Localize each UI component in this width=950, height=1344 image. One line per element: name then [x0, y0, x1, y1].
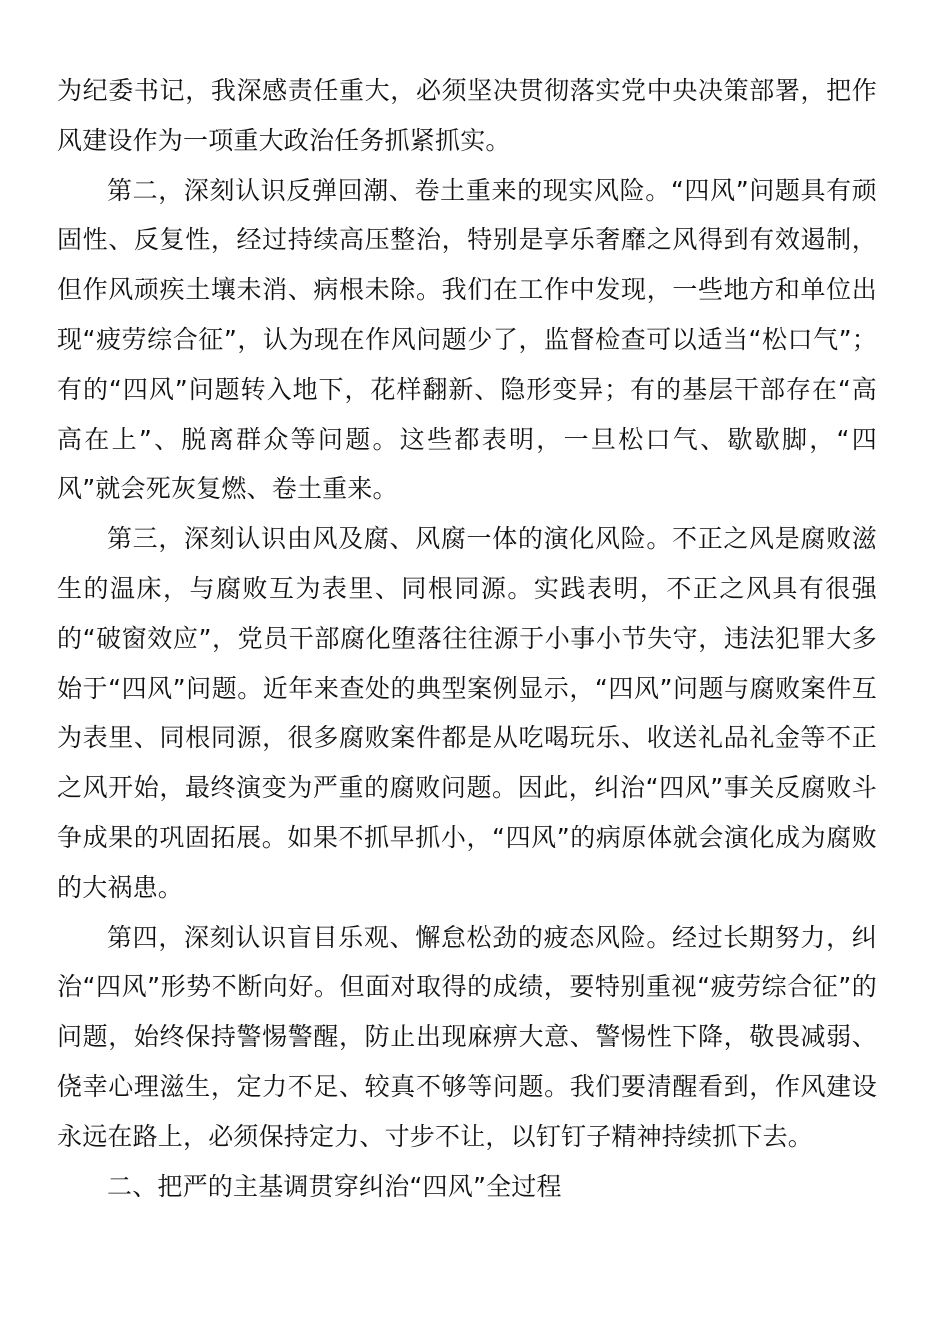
- section-heading-2: 二、把严的主基调贯穿纠治“四风”全过程: [107, 1171, 562, 1201]
- document-page: [57, 66, 877, 1211]
- paragraph-3: 第三，深刻认识由风及腐、风腐一体的演化风险。不正之风是腐败滋生的温床，与腐败互为表里、同根同源。实践表明，不正之风具有很强的“破窗效应”，党员干部腐化堕落往往源于小事小节失守，违法犯罪大多始于“四风”问题。近年来查处的典型案例显示，“四风”问题与腐败案件互为表里、同根同源，很多腐败案件都是从吃喝玩乐、收送礼品礼金等不正之风开始，最终演变为严重的腐败问题。因此，纠治“四风”事关反腐败斗争成果的巩固拓展。如果不抓早抓小，“四风”的病原体就会演化成为腐败的大祸患。: [57, 524, 877, 902]
- paragraph-2: 第二，深刻认识反弹回潮、卷土重来的现实风险。“四风”问题具有顽固性、反复性，经过持续高压整治，特别是享乐奢靡之风得到有效遏制，但作风顽疾土壤未消、病根未除。我们在工作中发现，一些地方和单位出现“疲劳综合征”，认为现在作风问题少了，监督检查可以适当“松口气”；有的“四风”问题转入地下，花样翻新、隐形变异；有的基层干部存在“高高在上”、脱离群众等问题。这些都表明，一旦松口气、歇歇脚，“四风”就会死灰复燃、卷土重来。: [57, 175, 877, 504]
- paragraph-4: 第四，深刻认识盲目乐观、懈怠松劲的疲态风险。经过长期努力，纠治“四风”形势不断向好。但面对取得的成绩，要特别重视“疲劳综合征”的问题，始终保持警惕警醒，防止出现麻痹大意、警惕性下降，敬畏减弱、侥幸心理滋生，定力不足、较真不够等问题。我们要清醒看到，作风建设永远在路上，必须保持定力、寸步不让，以钉钉子精神持续抓下去。: [57, 922, 877, 1151]
- paragraph-1: 为纪委书记，我深感责任重大，必须坚决贯彻落实党中央决策部署，把作风建设作为一项重大政治任务抓紧抓实。: [57, 76, 877, 155]
